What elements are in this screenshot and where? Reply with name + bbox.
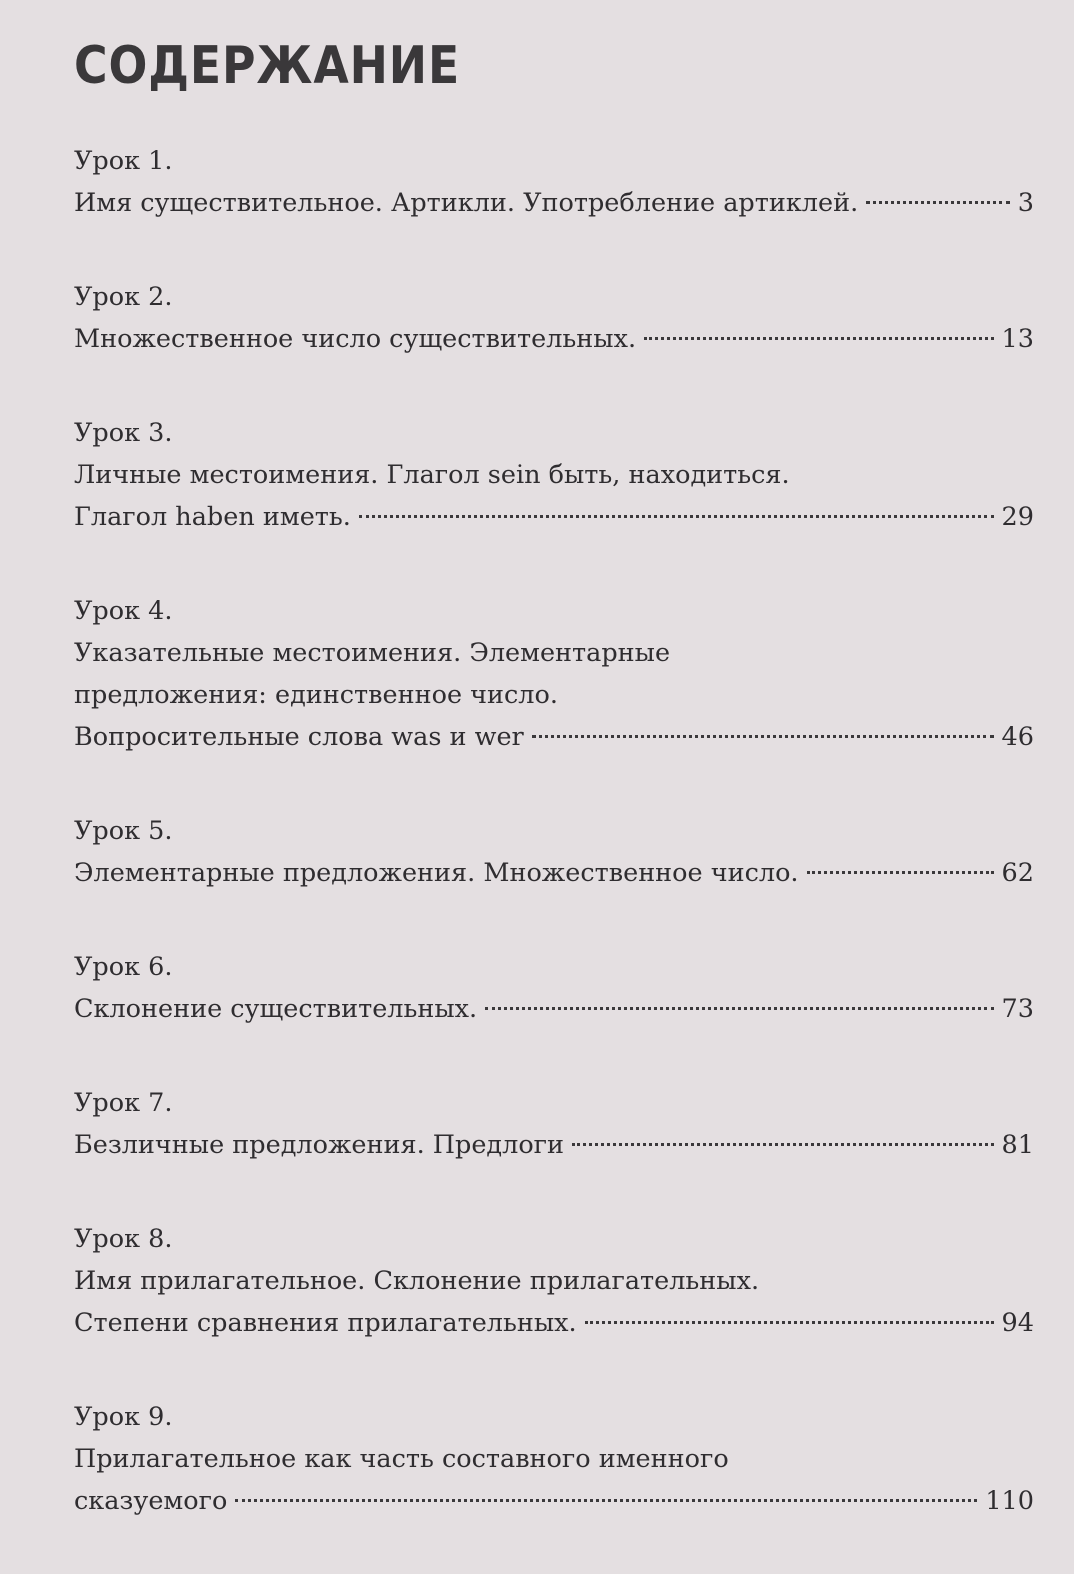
page-title: СОДЕРЖАНИЕ xyxy=(74,36,461,96)
topic-line: Вопросительные слова was и wer xyxy=(74,722,524,752)
lesson-label: Урок 3. xyxy=(74,418,173,448)
toc-entry xyxy=(74,276,1034,360)
topic-last-line xyxy=(74,1480,1034,1522)
dot-leader xyxy=(235,1499,977,1502)
toc-list xyxy=(74,140,1034,1574)
topic-line: Множественное число существительных. xyxy=(74,324,637,354)
page-number: 29 xyxy=(1001,502,1034,532)
topic-last-line xyxy=(74,988,1034,1030)
lesson-label: Урок 8. xyxy=(74,1224,173,1254)
page-number: 73 xyxy=(1001,994,1034,1024)
toc-entry xyxy=(74,946,1034,1030)
topic-line: Прилагательное как часть составного именного xyxy=(74,1444,729,1474)
topic-line: Степени сравнения прилагательных. xyxy=(74,1308,577,1338)
topic-line: Элементарные предложения. Множественное число. xyxy=(74,858,799,888)
topic-line: Указательные местоимения. Элементарные xyxy=(74,638,671,668)
topic-line: Глагол haben иметь. xyxy=(74,502,351,532)
toc-entry xyxy=(74,810,1034,894)
dot-leader xyxy=(866,201,1010,204)
page-number: 81 xyxy=(1001,1130,1034,1160)
topic-line: Имя прилагательное. Склонение прилагательных. xyxy=(74,1266,760,1296)
topic-last-line xyxy=(74,318,1034,360)
topic-last-line xyxy=(74,1302,1034,1344)
dot-leader xyxy=(644,337,993,340)
lesson-label: Урок 9. xyxy=(74,1402,173,1432)
page-number: 3 xyxy=(1017,188,1034,218)
dot-leader xyxy=(532,735,994,738)
page-number: 110 xyxy=(985,1486,1034,1516)
page-number: 46 xyxy=(1001,722,1034,752)
page-number: 13 xyxy=(1001,324,1034,354)
topic-line: Склонение существительных. xyxy=(74,994,478,1024)
lesson-label: Урок 6. xyxy=(74,952,173,982)
topic-last-line xyxy=(74,852,1034,894)
toc-entry xyxy=(74,412,1034,538)
dot-leader xyxy=(485,1007,993,1010)
dot-leader xyxy=(585,1321,994,1324)
topic-last-line xyxy=(74,716,1034,758)
page-number: 94 xyxy=(1001,1308,1034,1338)
topic-line: Личные местоимения. Глагол sein быть, находиться. xyxy=(74,460,790,490)
lesson-label: Урок 4. xyxy=(74,596,173,626)
topic-line: Имя существительное. Артикли. Употребление артиклей. xyxy=(74,188,859,218)
topic-last-line xyxy=(74,496,1034,538)
lesson-label: Урок 7. xyxy=(74,1088,173,1118)
toc-entry xyxy=(74,590,1034,758)
toc-entry xyxy=(74,140,1034,224)
toc-entry xyxy=(74,1218,1034,1344)
toc-entry xyxy=(74,1082,1034,1166)
toc-entry xyxy=(74,1396,1034,1522)
dot-leader xyxy=(572,1143,994,1146)
topic-line: предложения: единственное число. xyxy=(74,680,558,710)
lesson-label: Урок 5. xyxy=(74,816,173,846)
dot-leader xyxy=(359,515,994,518)
topic-last-line xyxy=(74,1124,1034,1166)
lesson-label: Урок 2. xyxy=(74,282,173,312)
dot-leader xyxy=(807,871,994,874)
lesson-label: Урок 1. xyxy=(74,146,173,176)
page-number: 62 xyxy=(1001,858,1034,888)
topic-line: Безличные предложения. Предлоги xyxy=(74,1130,565,1160)
topic-line: сказуемого xyxy=(74,1486,228,1516)
topic-last-line xyxy=(74,182,1034,224)
